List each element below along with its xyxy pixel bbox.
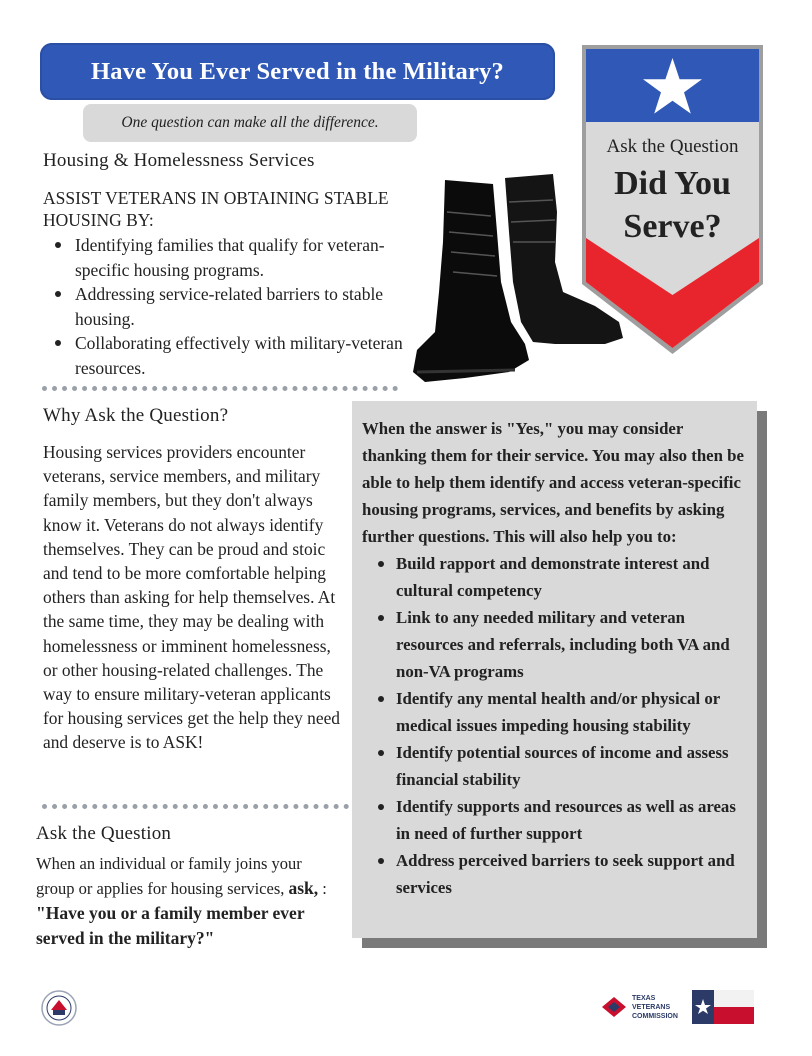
list-item: Identify potential sources of income and assess financial stability <box>362 739 747 793</box>
info-list <box>362 550 747 901</box>
housing-heading: Housing & Homelessness Services <box>43 150 315 171</box>
ask-question: "Have you or a family member ever served in the military?" <box>36 903 305 948</box>
ribbon-big-text: Did You Serve? <box>614 165 731 245</box>
ask-text <box>36 852 341 951</box>
boots-illustration <box>405 172 625 387</box>
subtitle-box <box>83 104 417 142</box>
info-box <box>352 401 757 938</box>
ask-text-intro: When an individual or family joins your group or applies for housing services, <box>36 854 302 898</box>
ask-colon: : <box>318 879 327 898</box>
list-item: Identify supports and resources as well as areas in need of further support <box>362 793 747 847</box>
texas-flag-icon <box>692 990 754 1024</box>
list-item: Address perceived barriers to seek support and services <box>362 847 747 901</box>
title-banner <box>40 43 555 100</box>
texas-veterans-commission-logo <box>600 989 760 1025</box>
list-item: Build rapport and demonstrate interest and cultural competency <box>362 550 747 604</box>
list-item: Addressing service-related barriers to stable housing. <box>43 282 423 331</box>
list-item: Identifying families that qualify for veteran-specific housing programs. <box>43 233 423 282</box>
assist-intro: ASSIST VETERANS IN OBTAINING STABLE HOUSING BY: <box>43 188 389 230</box>
list-item: Collaborating effectively with military-veteran resources. <box>43 331 423 380</box>
assist-list <box>43 233 423 380</box>
why-heading: Why Ask the Question? <box>43 405 229 426</box>
tvc-emblem-icon <box>600 993 628 1021</box>
why-text: Housing services providers encounter veterans, service members, and military family members, but they don't always know it. Veterans do not always identify themselves. They can be proud and stoic and tend to be more comfortable helping others than asking for help themselves. At the same time, they may be dealing with homelessness or imminent homelessness, or other housing-related challenges. The way to ensure military-veteran applicants for housing services get the help they need and deserve is to ASK! <box>43 442 340 753</box>
dotted-divider <box>42 386 398 391</box>
list-item: Link to any needed military and veteran resources and referrals, including both VA and non-VA programs <box>362 604 747 685</box>
page-title: Have You Ever Served in the Military? <box>91 57 504 85</box>
tvc-logo-text: TEXAS VETERANS COMMISSION <box>632 994 678 1020</box>
dotted-divider <box>42 804 349 809</box>
seal-logo <box>41 990 77 1026</box>
ribbon-small-text: Ask the Question <box>606 136 739 157</box>
info-paragraph: When the answer is "Yes," you may consider thanking them for their service. You may also then be able to help them identify and access veteran-specific housing programs, services, and benefits by asking further questions. This will also help you to: <box>362 419 744 546</box>
list-item: Identify any mental health and/or physical or medical issues impeding housing stability <box>362 685 747 739</box>
ask-heading: Ask the Question <box>36 823 172 844</box>
ask-word: ask, <box>288 878 319 898</box>
page-subtitle: One question can make all the difference. <box>121 114 379 131</box>
